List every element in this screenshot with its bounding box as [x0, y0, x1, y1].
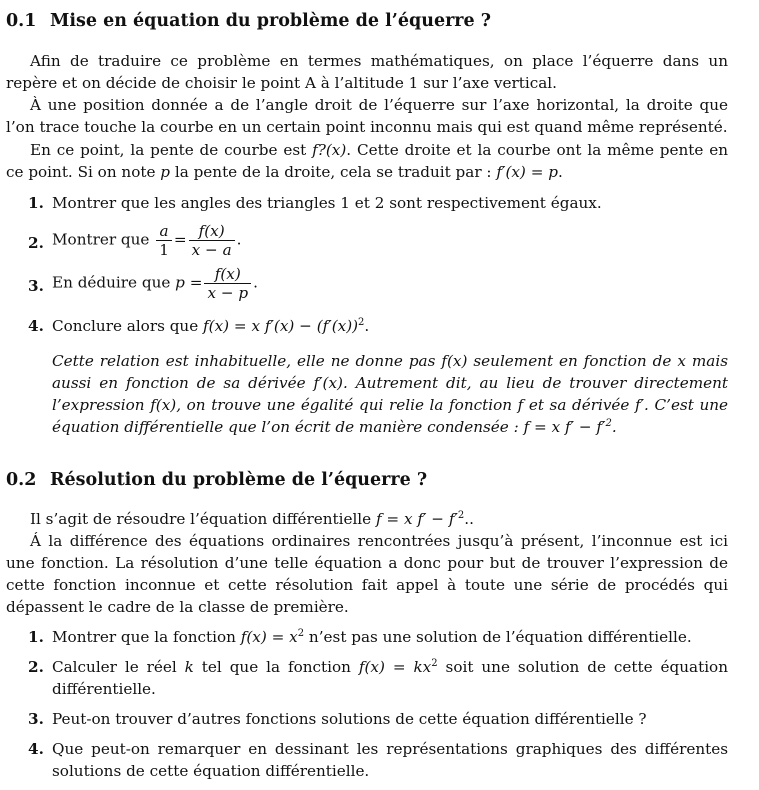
fraction — [189, 222, 235, 259]
question-item — [6, 708, 728, 730]
math: p = — [175, 273, 203, 292]
numerator: f(x) — [189, 222, 235, 241]
question-list-1d — [6, 315, 728, 337]
item-number: 1. — [28, 628, 44, 646]
text: . — [364, 317, 370, 335]
paragraph-3 — [6, 139, 728, 183]
question-list-1b — [6, 222, 728, 259]
superscript: 2 — [431, 657, 438, 669]
text: . Cette droite et la courbe ont la même pente en ce point. Si on note — [6, 141, 728, 181]
numerator: f(x) — [204, 265, 251, 284]
math: k — [184, 658, 194, 676]
text: Calculer le réel — [52, 658, 185, 676]
note-equation: f = x f′ − f′ — [523, 418, 606, 436]
item-number: 4. — [28, 317, 44, 335]
superscript: 2 — [358, 316, 365, 328]
question-item — [6, 738, 728, 782]
question-item — [6, 626, 728, 648]
paragraph-1: Afin de traduire ce problème en termes mathématiques, on place l’équerre dans un repère et on décide de choisir le point A à l’altitude 1 sur l’axe vertical. — [6, 52, 728, 92]
paragraph-2: À une position donnée a de l’angle droit de l’équerre sur l’axe horizontal, la droite que l’on trace touche la courbe en un certain point inconnu mais qui est quand même représenté. — [6, 96, 728, 136]
text: . — [611, 418, 617, 436]
fraction — [204, 265, 251, 302]
question-item — [6, 656, 728, 700]
text: n’est pas une solution de l’équation différentielle. — [304, 628, 692, 646]
section-title: Mise en équation du problème de l’équerre ? — [50, 11, 491, 31]
text: .. — [464, 510, 474, 528]
section-heading-0-1 — [6, 9, 491, 33]
item-text: Montrer que les angles des triangles 1 et 2 sont respectivement égaux. — [52, 194, 602, 212]
text: Il s’agit de résoudre l’équation différentielle — [30, 510, 376, 528]
question-item — [6, 192, 728, 224]
text: Montrer que la fonction — [52, 628, 241, 646]
math: f′(x) = p — [496, 163, 558, 181]
question-item — [6, 222, 728, 259]
paragraph-5: Á la différence des équations ordinaires rencontrées jusqu’à présent, l’inconnue est ici une fonction. La résolution d’une telle équation a donc pour but de trouver l’expression de cette fonction inconnue et cette résolution fait appel à toute une série de procédés qui dépassent le cadre de la classe de première. — [6, 532, 728, 616]
item-text: Que peut-on remarquer en dessinant les représentations graphiques des différentes solutions de cette équation différentielle. — [52, 740, 728, 780]
item-text: Conclure alors que — [52, 317, 204, 335]
item-text: Peut-on trouver d’autres fonctions solutions de cette équation différentielle ? — [52, 710, 647, 728]
math: p — [160, 163, 171, 181]
text: tel que la fonction — [193, 658, 359, 676]
italic-note — [52, 350, 728, 438]
denominator: x − a — [191, 241, 232, 259]
item-number: 3. — [28, 710, 44, 728]
item-number: 4. — [28, 740, 44, 758]
superscript: 2 — [605, 417, 612, 429]
question-list-2d — [6, 738, 728, 782]
text: soit une solution de cette équation différentielle. — [52, 658, 728, 698]
paragraph-4 — [6, 508, 728, 530]
item-number: 3. — [28, 277, 44, 295]
question-list-2b — [6, 656, 728, 700]
text: . — [557, 163, 563, 181]
item-text: En déduire que — [52, 273, 176, 292]
question-list-1 — [6, 192, 728, 224]
text: En ce point, la pente de courbe est — [30, 141, 313, 159]
denominator: 1 — [159, 241, 169, 259]
math: f(x) = x — [240, 628, 298, 646]
question-list-1c — [6, 265, 728, 302]
superscript: 2 — [297, 627, 305, 639]
text: la pente de la droite, cela se traduit par : — [170, 163, 497, 181]
math: f(x) = x f′(x) − (f′(x)) — [203, 317, 359, 335]
numerator: a — [156, 222, 172, 241]
math: f?(x) — [312, 141, 347, 159]
section-number: 0.1 — [6, 11, 37, 31]
text: . — [253, 273, 258, 292]
question-list-2 — [6, 626, 728, 648]
section-title: Résolution du problème de l’équerre ? — [50, 470, 428, 490]
superscript: 2 — [457, 509, 465, 521]
section-number: 0.2 — [6, 470, 37, 490]
denominator: x − p — [207, 284, 249, 302]
question-item — [6, 315, 728, 337]
text: . — [236, 230, 242, 249]
item-number: 2. — [28, 234, 44, 252]
item-number: 1. — [28, 194, 44, 212]
math: f = x f′ − f′ — [375, 510, 458, 528]
item-number: 2. — [28, 658, 44, 676]
section-heading-0-2 — [6, 468, 427, 492]
fraction — [156, 222, 172, 259]
math: f(x) = kx — [358, 658, 432, 676]
equals: = — [173, 230, 187, 249]
question-item — [6, 265, 728, 302]
note-text: Cette relation est inhabituelle, elle ne donne pas f(x) seulement en fonction de x mais aussi en fonction de sa dérivée f′(x). Autrement dit, au lieu de trouver directement l’expression f(x), on trouve une égalité qui relie la fonction f et sa dérivée f′. C’est une équation différentielle que l’on écrit de manière condensée : — [52, 352, 728, 436]
item-text: Montrer que — [52, 230, 155, 249]
question-list-2c — [6, 708, 728, 730]
